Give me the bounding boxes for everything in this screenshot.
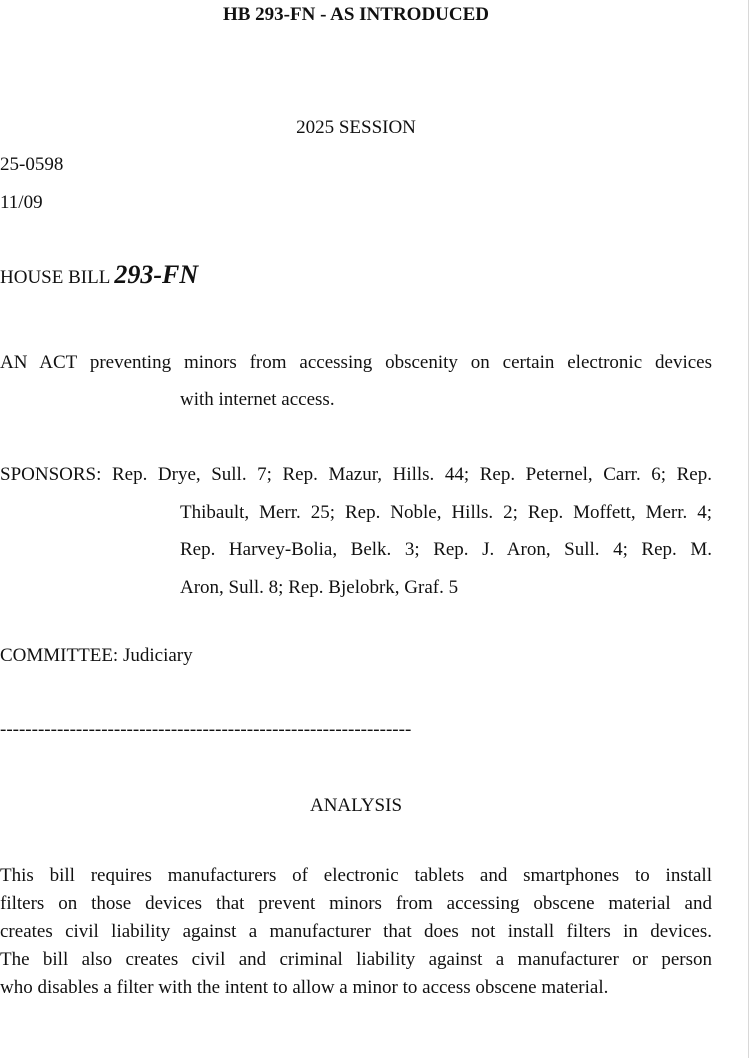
- sponsors-list: [0, 456, 712, 606]
- analysis-line-1: This bill requires manufacturers of electronic tablets and smartphones to install: [0, 865, 712, 886]
- act-line-1: AN ACT preventing minors from accessing obscenity on certain electronic devices: [0, 352, 712, 373]
- sponsors-line-1: SPONSORS: Rep. Drye, Sull. 7; Rep. Mazur, Hills. 44; Rep. Peternel, Carr. 6; Rep.: [0, 464, 712, 485]
- act-line-2: with internet access.: [180, 389, 335, 410]
- page-edge-rule: [748, 0, 749, 1058]
- bill-code-date: 11/09: [0, 192, 43, 213]
- sponsors-line-2: Thibault, Merr. 25; Rep. Noble, Hills. 2; Rep. Moffett, Merr. 4;: [180, 501, 712, 523]
- committee-line: COMMITTEE: Judiciary: [0, 645, 193, 666]
- bill-code-number: 25-0598: [0, 154, 64, 175]
- session-label: 2025 SESSION: [296, 117, 416, 138]
- house-bill-heading: [0, 260, 198, 290]
- bill-number: 293-FN: [114, 260, 199, 289]
- analysis-body: [0, 862, 712, 1002]
- analysis-line-5: who disables a filter with the intent to allow a minor to access obscene material.: [0, 977, 609, 998]
- section-divider: -----------------------------------------------------------------: [0, 719, 412, 740]
- sponsors-line-4: Aron, Sull. 8; Rep. Bjelobrk, Graf. 5: [180, 576, 459, 598]
- analysis-line-3: creates civil liability against a manufacturer that does not install filters in devices.: [0, 921, 712, 942]
- analysis-line-2: filters on those devices that prevent minors from accessing obscene material and: [0, 893, 712, 914]
- document-header-title: HB 293-FN - AS INTRODUCED: [222, 4, 490, 25]
- sponsors-line-3: Rep. Harvey-Bolia, Belk. 3; Rep. J. Aron, Sull. 4; Rep. M.: [180, 539, 712, 560]
- analysis-heading: ANALYSIS: [309, 795, 403, 816]
- house-bill-label: HOUSE BILL: [0, 267, 110, 288]
- analysis-line-4: The bill also creates civil and criminal liability against a manufacturer or person: [0, 949, 712, 970]
- act-title: [0, 344, 712, 418]
